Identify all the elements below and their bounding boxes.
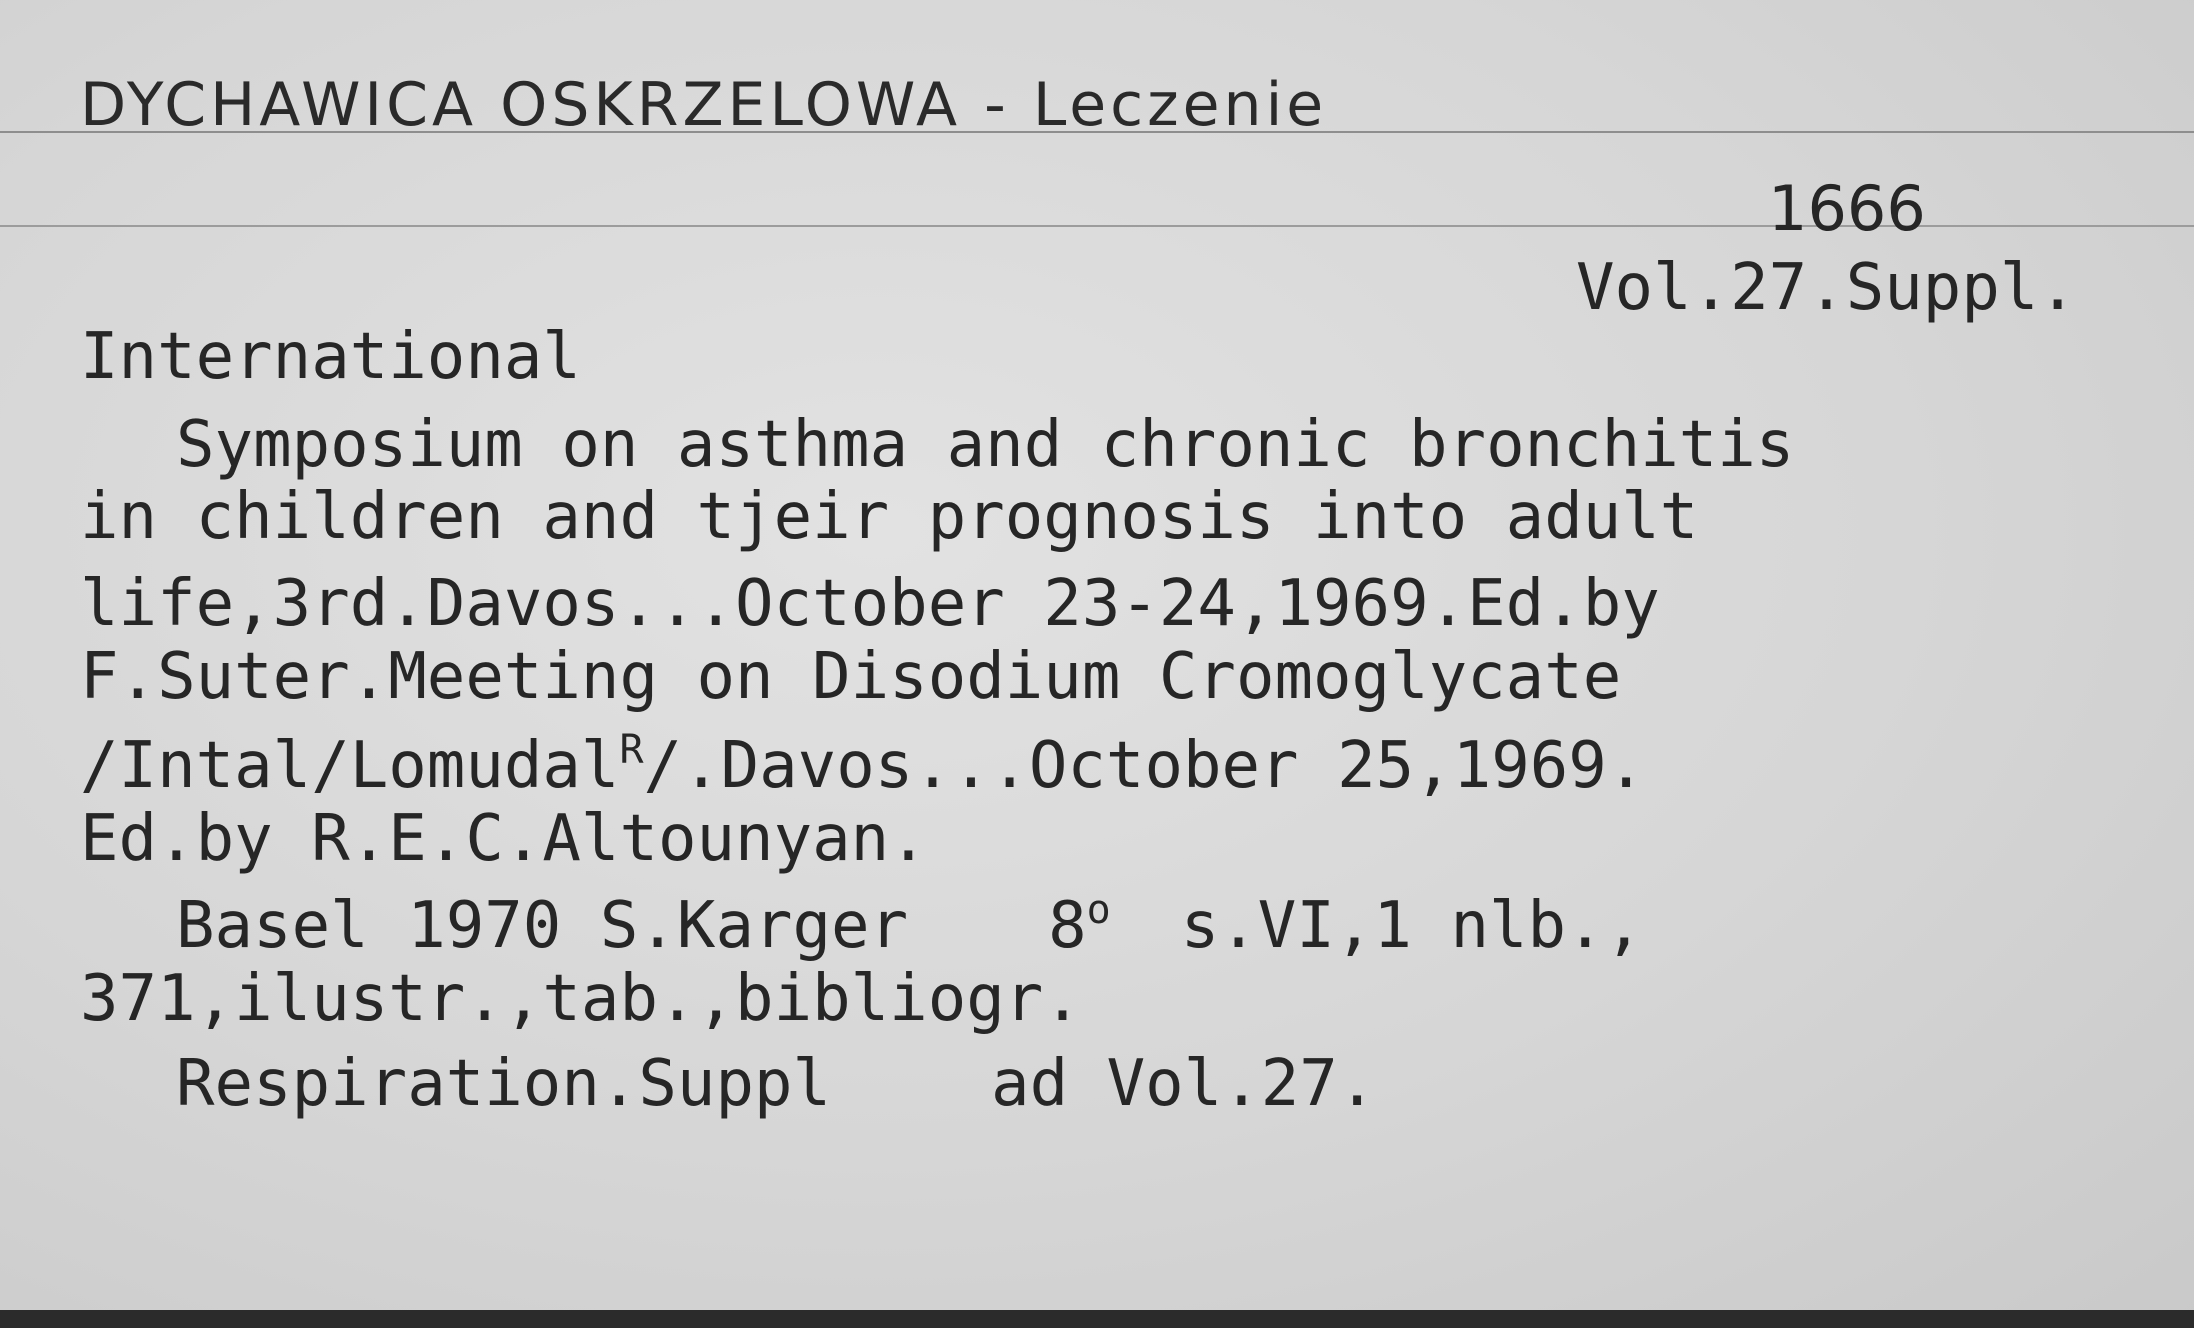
card-bottom-edge <box>0 1310 2194 1328</box>
series-volume-text: ad Vol.27. <box>991 1047 1377 1121</box>
volume-note: Vol.27.Suppl. <box>1576 251 2077 325</box>
intal-text: /Intal/Lomudal <box>80 729 620 803</box>
title-line-3: in children and tjeir prognosis into adult <box>80 480 1699 554</box>
format-number: 8 <box>1048 889 1087 963</box>
registered-mark: R <box>619 727 644 773</box>
series-text: Respiration.Suppl <box>176 1047 832 1121</box>
editor-line: Ed.by R.E.C.Altounyan. <box>80 802 928 876</box>
title-line-1: International <box>80 320 581 394</box>
pagination-text: s.VI,1 nlb., <box>1180 889 1644 963</box>
davos-text: /.Davos...October 25,1969. <box>643 729 1646 803</box>
subject-heading: DYCHAWICA OSKRZELOWA - Leczenie <box>80 70 1328 140</box>
title-line-5: F.Suter.Meeting on Disodium Cromoglycate <box>80 640 1622 714</box>
publisher-text: Basel 1970 S.Karger <box>176 889 909 963</box>
series-line <box>176 1047 1377 1121</box>
call-number: 1666 <box>1768 172 1926 245</box>
title-line-6 <box>80 727 1646 803</box>
format-degree: o <box>1086 887 1111 933</box>
title-line-4: life,3rd.Davos...October 23-24,1969.Ed.by <box>80 567 1660 641</box>
collation-line: 371,ilustr.,tab.,bibliogr. <box>80 962 1082 1036</box>
imprint-line <box>176 887 1644 963</box>
title-line-2: Symposium on asthma and chronic bronchitis <box>176 408 1795 482</box>
